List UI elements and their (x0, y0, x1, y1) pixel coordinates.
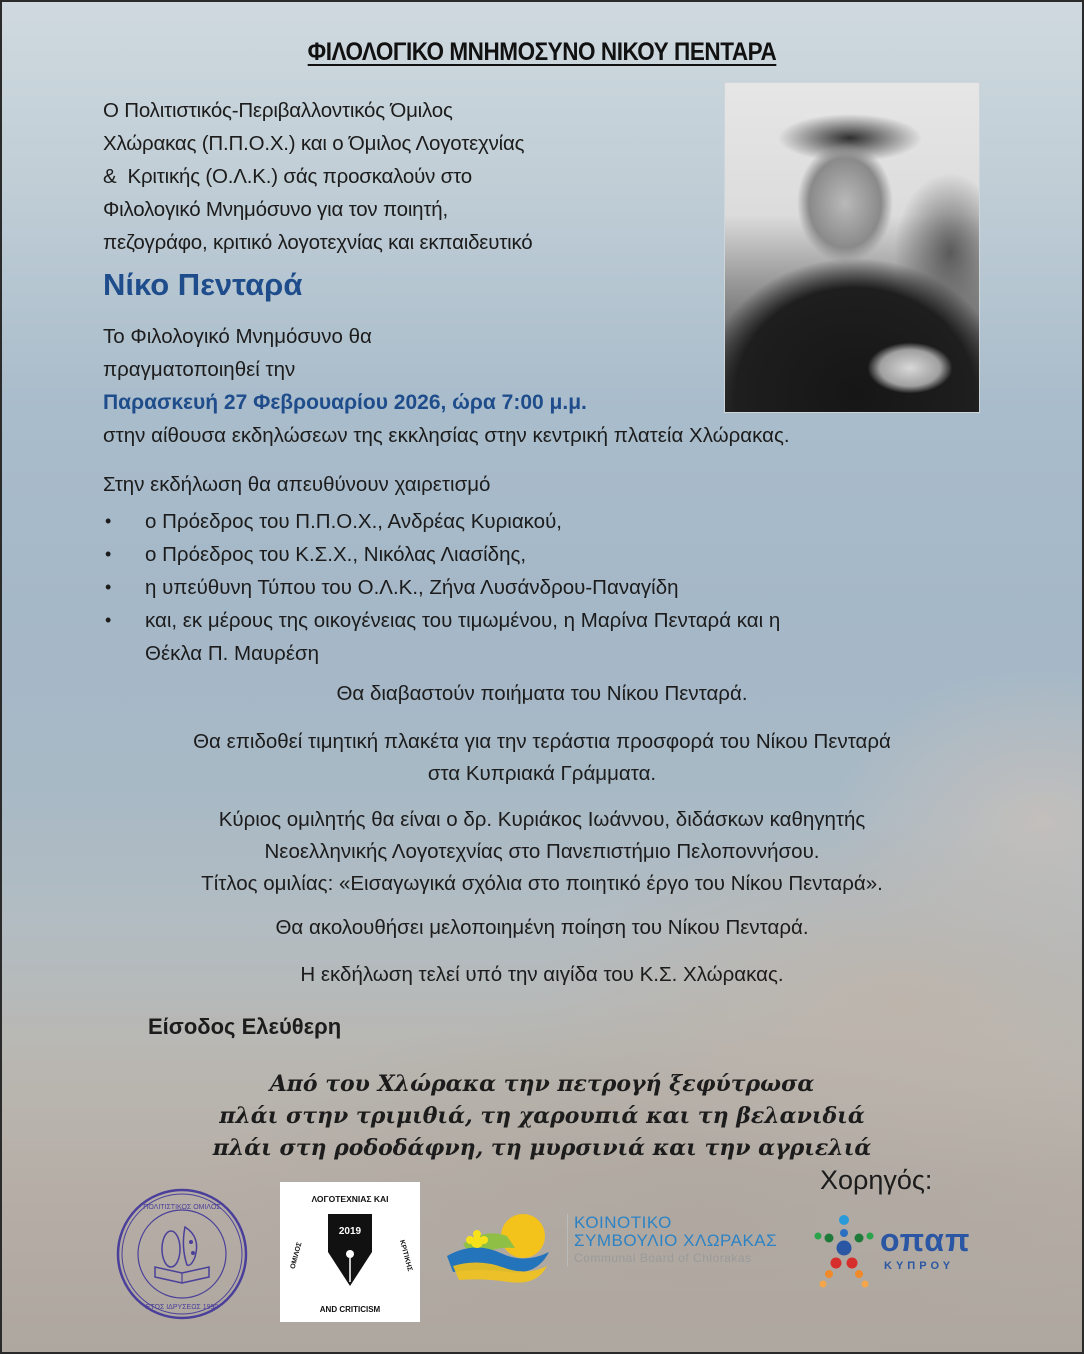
bullet-icon: • (105, 610, 112, 630)
chlorakas-emblem-icon (445, 1210, 560, 1290)
schedule-line: πραγματοποιηθεί την (103, 358, 296, 381)
opap-name: οπαπ (880, 1222, 971, 1258)
bullet-icon: • (105, 544, 112, 564)
intro-line: Φιλολογικό Μνημόσυνο για τον ποιητή, (103, 198, 448, 221)
intro-line: Ο Πολιτιστικός-Περιβαλλοντικός Όμιλος (103, 99, 453, 122)
list-item: • η υπεύθυνη Τύπου του Ο.Λ.Κ., Ζήνα Λυσάνδρου-Παναγίδη (103, 571, 983, 604)
intro-line: Χλώρακας (Π.Π.Ο.Χ.) και ο Όμιλος Λογοτεχνίας (103, 132, 525, 155)
olk-year: 2019 (338, 1226, 362, 1237)
bullet-icon: • (105, 577, 112, 597)
opap-subtitle: ΚΥΠΡΟΥ (884, 1260, 955, 1272)
bullet-icon: • (105, 511, 112, 531)
event-schedule (103, 320, 983, 452)
svg-text:ΠΟΛΙΤΙΣΤΙΚΟΣ ΟΜΙΛΟΣ: ΠΟΛΙΤΙΣΤΙΚΟΣ ΟΜΙΛΟΣ (143, 1204, 221, 1211)
poster-title: ΦΙΛΟΛΟΓΙΚΟ ΜΝΗΜΟΣΥΝΟ ΝΙΚΟΥ ΠΕΝΤΑΡΑ (307, 38, 777, 66)
keynote-speaker: Κύριος ομιλητής θα είναι ο δρ. Κυριάκος Ιωάννου, διδάσκων καθηγητής Νεοελληνικής Λογοτεχνίας στο Πανεπιστήμιο Πελοποννήσου. Τίτλος ομιλίας: «Εισαγωγικά σχόλια στο ποιητικό έργο του Νίκου Πενταρά». (201, 808, 883, 895)
intro-line: πεζογράφο, κριτικό λογοτεχνίας και εκπαιδευτικό (103, 231, 533, 254)
poem-line: πλάι στην τριμιθιά, τη χαρουπιά και τη βελανιδιά (219, 1103, 865, 1129)
event-venue: στην αίθουσα εκδηλώσεων της εκκλησίας στην κεντρική πλατεία Χλώρακας. (103, 424, 790, 447)
sponsor-label: Χορηγός: (820, 1165, 933, 1195)
opap-figure-icon (810, 1214, 878, 1289)
poem-line: πλάι στη ροδοδάφνη, τη μυρσινιά και την αγριελιά (212, 1135, 872, 1161)
greetings-intro: Στην εκδήλωση θα απευθύνουν χαιρετισμό (103, 473, 491, 496)
intro-line: & Κριτικής (Ο.Λ.Κ.) σάς προσκαλούν στο (103, 165, 472, 188)
honoree-name: Νίκο Πενταρά (103, 267, 303, 302)
chlorakas-board-text: ΚΟΙΝΟΤΙΚΟ ΣΥΜΒΟΥΛΙΟ ΧΛΩΡΑΚΑΣ Communal Board of Chlorakas (567, 1214, 777, 1266)
svg-text:ΕΤΟΣ ΙΔΡΥΣΕΩΣ 1990: ΕΤΟΣ ΙΔΡΥΣΕΩΣ 1990 (145, 1304, 219, 1311)
opap-sponsor-logo (810, 1214, 970, 1289)
greetings-list (103, 505, 983, 670)
poems-reading: Θα διαβαστούν ποιήματα του Νίκου Πενταρά. (336, 682, 748, 705)
schedule-line: Το Φιλολογικό Μνημόσυνο θα (103, 325, 372, 348)
musical-poetry: Θα ακολουθήσει μελοποιημένη ποίηση του Νίκου Πενταρά. (275, 916, 809, 939)
free-entry: Είσοδος Ελεύθερη (148, 1014, 342, 1039)
svg-text:ΚΡΙΤΙΚΗΣ: ΚΡΙΤΙΚΗΣ (397, 1239, 413, 1273)
list-item: • ο Πρόεδρος του Κ.Σ.Χ., Νικόλας Λιασίδης, (103, 538, 983, 571)
invitation-intro (103, 94, 703, 259)
chlorakas-board-logo (445, 1210, 785, 1290)
list-item-continuation: Θέκλα Π. Μαυρέση (145, 642, 320, 665)
plaque-award: Θα επιδοθεί τιμητική πλακέτα για την τεράστια προσφορά του Νίκου Πενταρά στα Κυπριακά Γράμματα. (193, 730, 891, 785)
list-item: • ο Πρόεδρος του Π.Π.Ο.Χ., Ανδρέας Κυριακού, (103, 505, 983, 538)
svg-text:ΟΜΙΛΟΣ: ΟΜΙΛΟΣ (289, 1241, 304, 1270)
greetings-section (103, 468, 983, 670)
poem-excerpt (2, 1068, 1082, 1164)
auspices-note: Η εκδήλωση τελεί υπό την αιγίδα του Κ.Σ. Χλώρακας. (300, 963, 784, 986)
event-date: Παρασκευή 27 Φεβρουαρίου 2026, ώρα 7:00 μ.μ. (103, 391, 587, 414)
svg-text:AND CRITICISM: AND CRITICISM (319, 1305, 381, 1314)
ppox-logo (115, 1187, 249, 1321)
svg-text:ΛΟΓΟΤΕΧΝΙΑΣ ΚΑΙ: ΛΟΓΟΤΕΧΝΙΑΣ ΚΑΙ (311, 1194, 389, 1204)
olk-logo (280, 1182, 420, 1322)
fountain-pen-icon (280, 1182, 420, 1322)
ppox-seal-icon (115, 1187, 249, 1321)
poem-line: Από του Χλώρακα την πετρογή ξεφύτρωσα (269, 1071, 815, 1097)
list-item: • και, εκ μέρους της οικογένειας του τιμωμένου, η Μαρίνα Πενταρά και η (103, 604, 983, 637)
